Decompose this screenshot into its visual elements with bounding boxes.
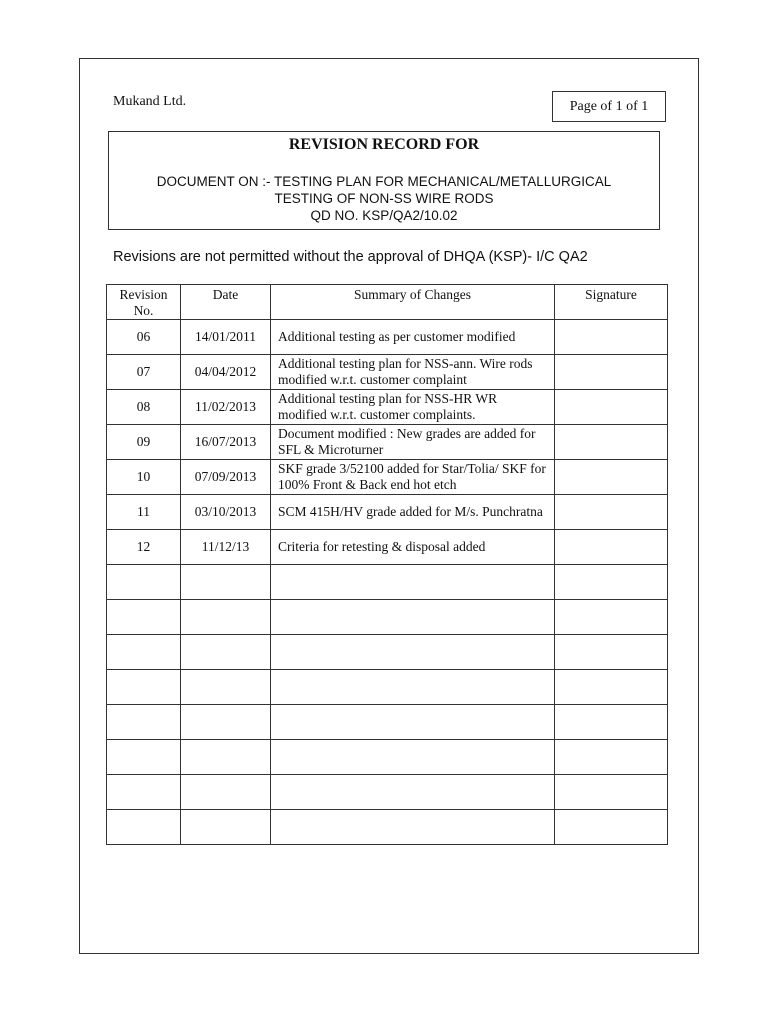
table-row — [107, 320, 668, 355]
signature-cell — [555, 635, 668, 670]
revision-number-cell — [107, 775, 181, 810]
revision-number-cell — [107, 705, 181, 740]
date-cell: 07/09/2013 — [181, 460, 271, 495]
signature-cell — [555, 670, 668, 705]
date-cell: 16/07/2013 — [181, 425, 271, 460]
revision-number-cell — [107, 565, 181, 600]
summary-cell: SKF grade 3/52100 added for Star/Tolia/ SKF for 100% Front & Back end hot etch — [271, 460, 555, 495]
document-title: REVISION RECORD FOR — [288, 136, 480, 153]
table-row — [107, 600, 668, 635]
summary-cell — [271, 810, 555, 845]
company-name: Mukand Ltd. — [113, 94, 187, 109]
summary-cell — [271, 775, 555, 810]
page-number-box: Page of 1 of 1 — [552, 91, 666, 122]
table-row — [107, 635, 668, 670]
table-row — [107, 705, 668, 740]
signature-cell — [555, 425, 668, 460]
table-row — [107, 670, 668, 705]
signature-cell — [555, 320, 668, 355]
signature-cell — [555, 775, 668, 810]
table-row — [107, 530, 668, 565]
document-header-box — [108, 131, 660, 230]
column-header-revision: Revision No. — [107, 285, 181, 320]
signature-cell — [555, 810, 668, 845]
summary-cell — [271, 565, 555, 600]
signature-cell — [555, 355, 668, 390]
signature-cell — [555, 495, 668, 530]
revision-number-cell — [107, 670, 181, 705]
signature-cell — [555, 390, 668, 425]
column-header-date: Date — [181, 285, 271, 320]
approval-notice: Revisions are not permitted without the approval of DHQA (KSP)- I/C QA2 — [113, 249, 588, 265]
summary-cell: Document modified : New grades are added for SFL & Microturner — [271, 425, 555, 460]
table-row — [107, 775, 668, 810]
table-row — [107, 390, 668, 425]
column-header-summary: Summary of Changes — [271, 285, 555, 320]
summary-cell: SCM 415H/HV grade added for M/s. Punchratna — [271, 495, 555, 530]
date-cell — [181, 670, 271, 705]
signature-cell — [555, 565, 668, 600]
summary-cell — [271, 670, 555, 705]
date-cell — [181, 635, 271, 670]
date-cell: 03/10/2013 — [181, 495, 271, 530]
summary-cell — [271, 635, 555, 670]
date-cell — [181, 775, 271, 810]
table-row — [107, 495, 668, 530]
table-header-row — [107, 285, 668, 320]
revision-number-cell: 06 — [107, 320, 181, 355]
date-cell — [181, 740, 271, 775]
revision-number-cell: 09 — [107, 425, 181, 460]
revision-number-cell — [107, 635, 181, 670]
revision-number-cell — [107, 810, 181, 845]
summary-cell: Additional testing plan for NSS-ann. Wire rods modified w.r.t. customer complaint — [271, 355, 555, 390]
revision-number-cell: 08 — [107, 390, 181, 425]
signature-cell — [555, 705, 668, 740]
table-row — [107, 460, 668, 495]
summary-cell — [271, 600, 555, 635]
date-cell — [181, 600, 271, 635]
table-row — [107, 740, 668, 775]
table-row — [107, 810, 668, 845]
revision-table — [106, 284, 668, 845]
table-row — [107, 355, 668, 390]
column-header-signature: Signature — [555, 285, 668, 320]
summary-cell: Additional testing plan for NSS-HR WR modified w.r.t. customer complaints. — [271, 390, 555, 425]
summary-cell — [271, 740, 555, 775]
revision-number-cell: 11 — [107, 495, 181, 530]
date-cell: 04/04/2012 — [181, 355, 271, 390]
date-cell — [181, 565, 271, 600]
summary-cell: Criteria for retesting & disposal added — [271, 530, 555, 565]
revision-number-cell: 12 — [107, 530, 181, 565]
document-subject-line2: TESTING OF NON-SS WIRE RODS — [274, 191, 494, 206]
document-subject-line1: DOCUMENT ON :- TESTING PLAN FOR MECHANICAL/METALLURGICAL — [156, 174, 612, 189]
revision-number-cell — [107, 600, 181, 635]
date-cell: 11/12/13 — [181, 530, 271, 565]
summary-cell: Additional testing as per customer modified — [271, 320, 555, 355]
date-cell — [181, 810, 271, 845]
revision-number-cell — [107, 740, 181, 775]
date-cell — [181, 705, 271, 740]
date-cell: 14/01/2011 — [181, 320, 271, 355]
signature-cell — [555, 530, 668, 565]
signature-cell — [555, 460, 668, 495]
revision-number-cell: 10 — [107, 460, 181, 495]
summary-cell — [271, 705, 555, 740]
document-qd-number: QD NO. KSP/QA2/10.02 — [310, 208, 458, 223]
date-cell: 11/02/2013 — [181, 390, 271, 425]
signature-cell — [555, 740, 668, 775]
revision-number-cell: 07 — [107, 355, 181, 390]
table-row — [107, 425, 668, 460]
table-row — [107, 565, 668, 600]
signature-cell — [555, 600, 668, 635]
